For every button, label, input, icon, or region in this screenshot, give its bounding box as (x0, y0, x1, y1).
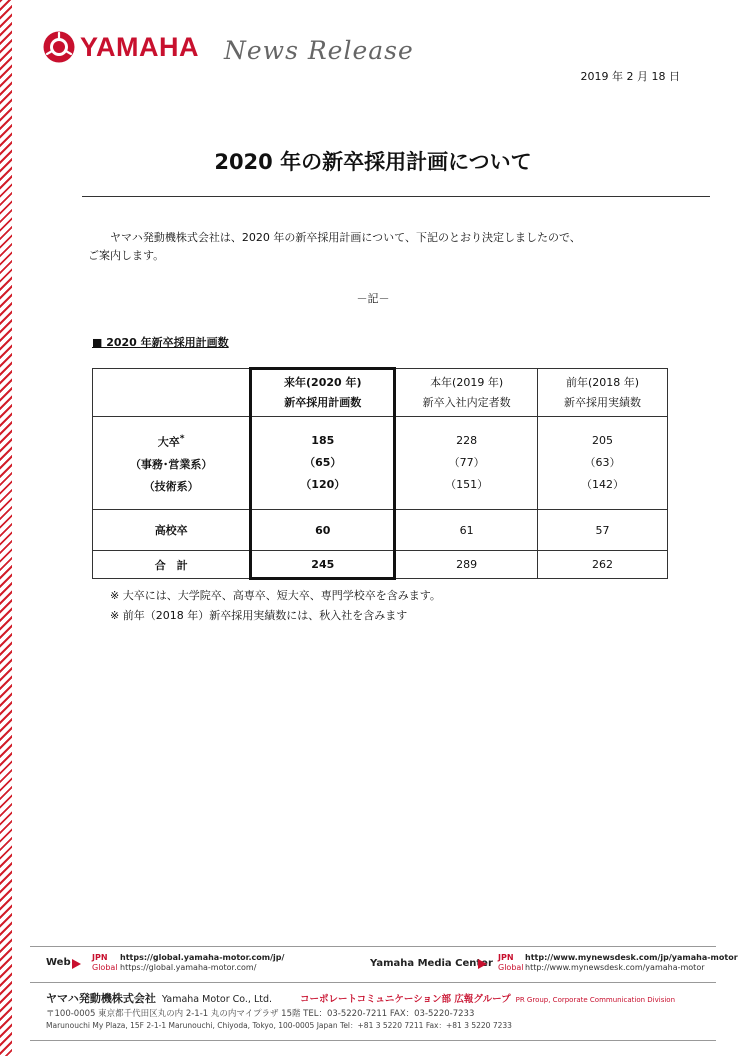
cell-university-2020: 185 （65） （120） (251, 417, 395, 510)
company-name: ヤマハ発動機株式会社 Yamaha Motor Co., Ltd. (46, 992, 273, 1005)
intro-line-1: ヤマハ発動機株式会社は、2020 年の新卒採用計画について、下記のとおり決定しましたので、 (110, 231, 581, 244)
intro-paragraph (88, 229, 688, 265)
web-jpn-link[interactable]: https://global.yamaha-motor.com/jp/ (120, 953, 285, 962)
tuning-forks-emblem-icon (42, 30, 76, 64)
cell-high-school-2018: 57 (538, 510, 668, 551)
web-jpn-label: JPN (92, 953, 108, 962)
company-name-en: Yamaha Motor Co., Ltd. (161, 994, 273, 1005)
media-arrow-icon (478, 959, 487, 969)
row-label-university: 大卒* （事務･営業系） （技術系） (93, 417, 251, 510)
footer-divider-middle (30, 982, 716, 983)
media-jpn-link[interactable]: http://www.mynewsdesk.com/jp/yamaha-motor (525, 953, 738, 962)
cell-total-2019: 289 (395, 551, 538, 579)
media-global-label: Global (498, 963, 524, 972)
ki-marker: －記－ (356, 292, 390, 305)
media-global-link[interactable]: http://www.mynewsdesk.com/yamaha-motor (525, 963, 705, 972)
cell-high-school-2019: 61 (395, 510, 538, 551)
header-cell-empty (93, 369, 251, 417)
header-cell-2019: 本年(2019 年) 新卒入社内定者数 (395, 369, 538, 417)
recruitment-table (92, 367, 668, 580)
footer-divider-bottom (30, 1040, 716, 1041)
brand-name: YAMAHA (80, 31, 200, 62)
footer-web-label: Web (46, 957, 71, 968)
cell-high-school-2020: 60 (251, 510, 395, 551)
footnote-2: ※ 前年（2018 年）新卒採用実績数には、秋入社を含みます (110, 609, 408, 622)
header-cell-2018: 前年(2018 年) 新卒採用実績数 (538, 369, 668, 417)
footer-divider-top (30, 946, 716, 947)
web-arrow-icon (72, 959, 81, 969)
row-label-total: 合 計 (93, 551, 251, 579)
row-label-high-school: 高校卒 (93, 510, 251, 551)
header-cell-2020: 来年(2020 年) 新卒採用計画数 (251, 369, 395, 417)
address-jp: 〒100-0005 東京都千代田区丸の内 2-1-1 丸の内マイプラザ 15階 TEL：03-5220-7211 FAX：03-5220-7233 (46, 1009, 475, 1019)
page-title: 2020 年の新卒採用計画について (214, 150, 532, 174)
media-jpn-label: JPN (498, 953, 514, 962)
table-row-total (93, 551, 668, 579)
title-divider (82, 196, 710, 197)
release-date: 2019 年 2 月 18 日 (580, 70, 680, 83)
footer-media-center-label: Yamaha Media Center (370, 958, 493, 969)
web-global-label: Global (92, 963, 118, 972)
news-release-label: News Release (224, 36, 414, 65)
yamaha-logo (42, 30, 199, 64)
address-en: Marunouchi My Plaza, 15F 2-1-1 Marunouchi, Chiyoda, Tokyo, 100-0005 Japan Tel：+81 3 5220 7211 Fax：+81 3 5220 7233 (46, 1021, 512, 1030)
department-name-en: PR Group, Corporate Communication Division (515, 996, 676, 1004)
table-row-university (93, 417, 668, 510)
cell-total-2018: 262 (538, 551, 668, 579)
cell-university-2018: 205 （63） （142） (538, 417, 668, 510)
section-heading: ■ 2020 年新卒採用計画数 (92, 336, 229, 349)
table-header-row (93, 369, 668, 417)
department-name: コーポレートコミュニケーション部 広報グループ PR Group, Corporate Communication Division (300, 994, 676, 1005)
footnote-mark: * (179, 433, 185, 445)
cell-university-2019: 228 （77） （151） (395, 417, 538, 510)
footnote-1: ※ 大卒には、大学院卒、高専卒、短大卒、専門学校卒を含みます。 (110, 589, 441, 602)
web-global-link[interactable]: https://global.yamaha-motor.com/ (120, 963, 257, 972)
footnotes (110, 586, 441, 626)
cell-total-2020: 245 (251, 551, 395, 579)
intro-line-2: ご案内します。 (88, 249, 165, 262)
table-row-high-school (93, 510, 668, 551)
